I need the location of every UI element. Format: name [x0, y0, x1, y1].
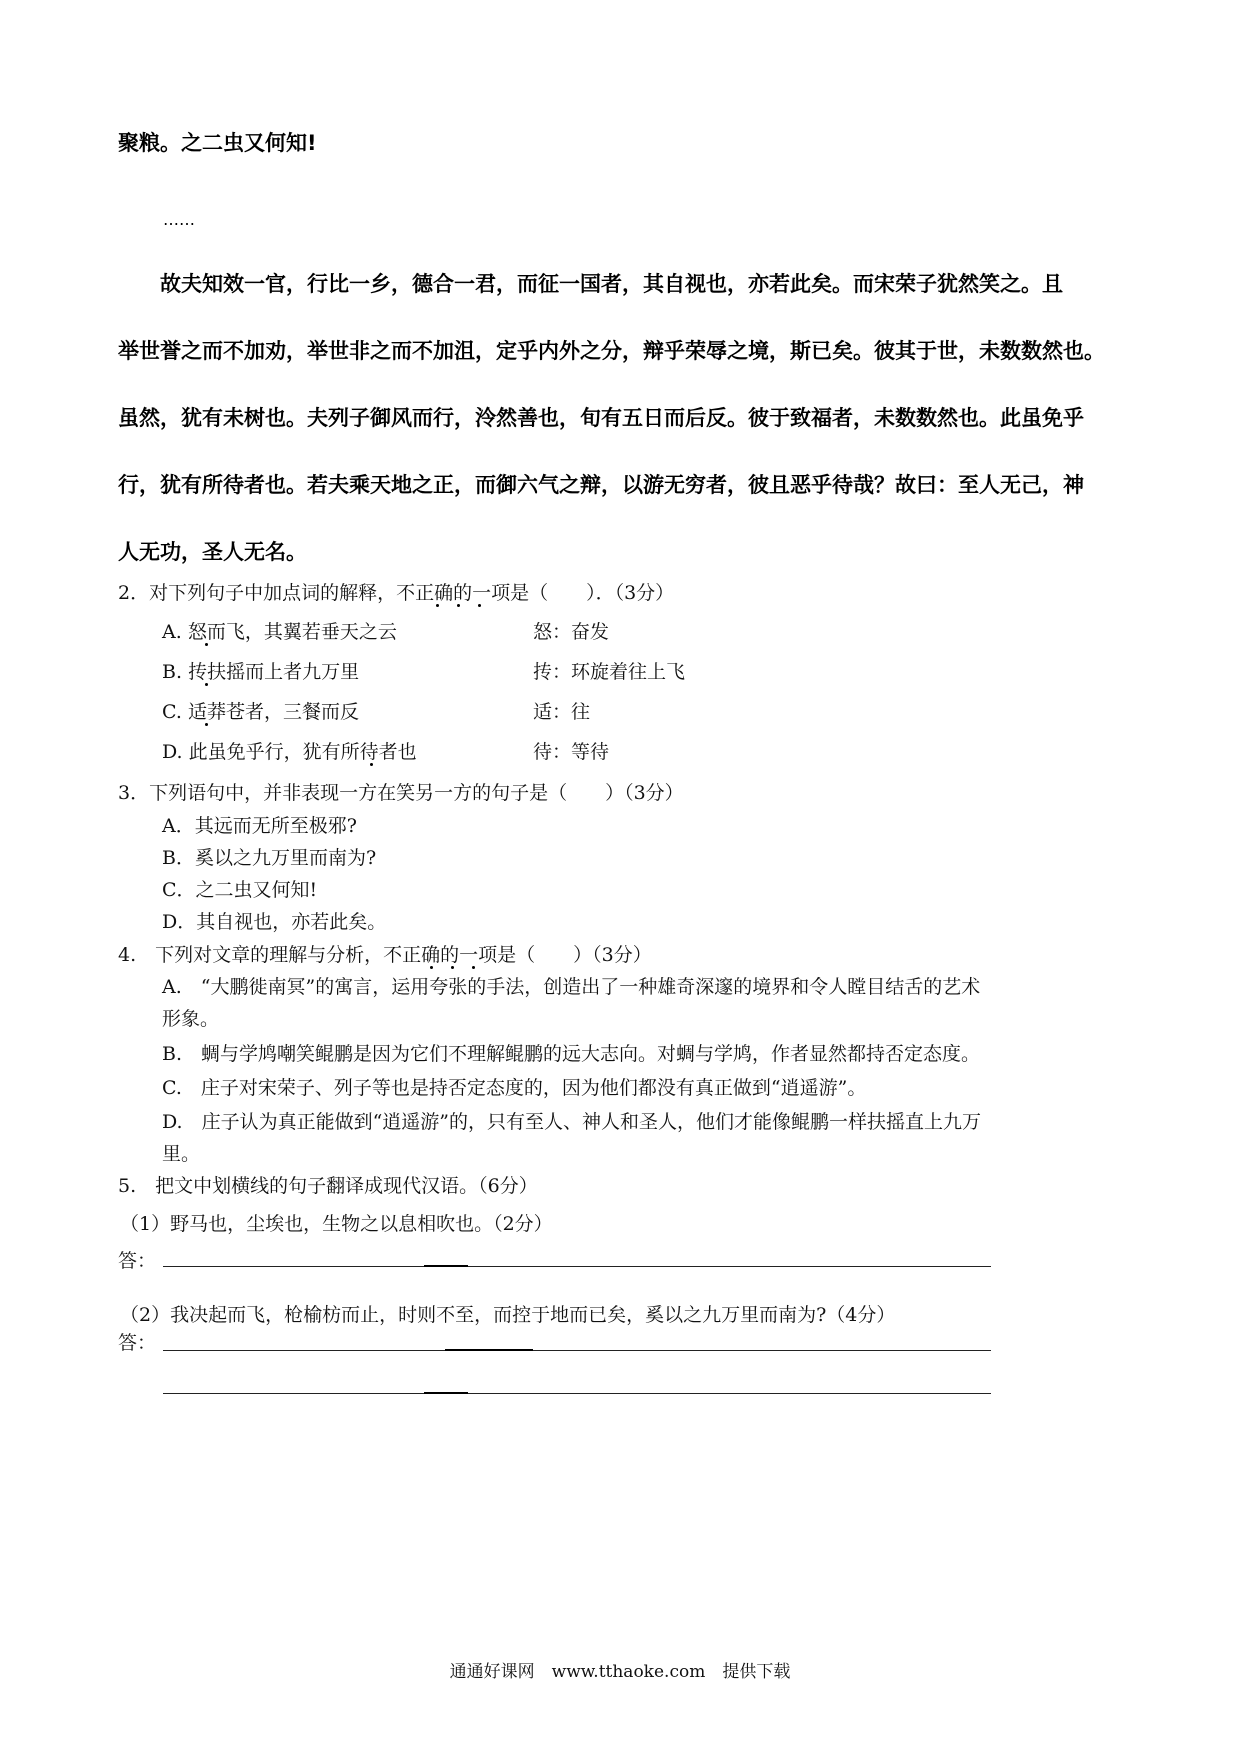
q3-option-b: B．奚以之九万里而南为? — [162, 847, 377, 869]
q2-option-b-gloss: 抟：环旋着往上飞 — [533, 661, 686, 683]
answer-line[interactable] — [163, 1393, 991, 1394]
q2-option-c-gloss: 适：往 — [533, 701, 591, 723]
q3-option-c: C．之二虫又何知! — [162, 879, 318, 901]
q4-option-c: C. 庄子对宋荣子、列子等也是持否定态度的，因为他们都没有真正做到“逍遥游”。 — [162, 1077, 867, 1099]
answer-line-mark — [445, 1349, 533, 1351]
question-2-stem: 2．对下列句子中加点词的解释，不正确的一项是（ ）．（3分） — [118, 582, 675, 604]
emphasis-dot — [451, 966, 454, 969]
emphasis-dot — [205, 683, 208, 686]
passage-line: 人无功，圣人无名。 — [118, 540, 307, 564]
q5-sub-2: （2）我决起而飞，枪榆枋而止，时则不至，而控于地而已矣，奚以之九万里而南为?（4分） — [120, 1304, 896, 1326]
q4-option-d: D. 庄子认为真正能做到“逍遥游”的，只有至人、神人和圣人，他们才能像鲲鹏一样扶摇直上九万 — [162, 1111, 982, 1133]
q2-option-b: B. 抟扶摇而上者九万里 — [162, 661, 360, 683]
q4-option-d-cont: 里。 — [162, 1143, 201, 1165]
answer-label: 答： — [118, 1332, 157, 1354]
answer-line-mark — [424, 1392, 468, 1394]
q2-option-d: D. 此虽免乎行，犹有所待者也 — [162, 741, 417, 763]
emphasis-dot — [436, 604, 439, 607]
passage-line: 虽然，犹有未树也。夫列子御风而行，泠然善也，旬有五日而后反。彼于致福者，未数数然也。此虽免乎 — [118, 406, 1084, 430]
question-4-stem: 4. 下列对文章的理解与分析，不正确的一项是（ ）（3分） — [118, 944, 652, 966]
emphasis-dot — [430, 966, 433, 969]
emphasis-dot — [478, 604, 481, 607]
q4-option-b: B. 蜩与学鸠嘲笑鲲鹏是因为它们不理解鲲鹏的远大志向。对蜩与学鸠，作者显然都持否定态度。 — [162, 1043, 981, 1065]
q3-option-d: D．其自视也，亦若此矣。 — [162, 911, 387, 933]
answer-line-mark — [424, 1265, 468, 1267]
q2-option-d-gloss: 待：等待 — [533, 741, 610, 763]
emphasis-dot — [205, 643, 208, 646]
answer-line[interactable] — [163, 1266, 991, 1267]
answer-line[interactable] — [163, 1350, 991, 1351]
question-5-stem: 5. 把文中划横线的句子翻译成现代汉语。（6分） — [118, 1175, 538, 1197]
q2-option-c: C. 适莽苍者，三餐而反 — [162, 701, 359, 723]
passage-line: 行，犹有所待者也。若夫乘天地之正，而御六气之辩，以游无穷者，彼且恶乎待哉？故曰：至人无己，神 — [118, 473, 1084, 497]
q2-option-a-gloss: 怒：奋发 — [533, 621, 610, 643]
passage-line: 聚粮。之二虫又何知! — [118, 131, 317, 155]
question-3-stem: 3．下列语句中，并非表现一方在笑另一方的句子是（ ）（3分） — [118, 782, 684, 804]
q4-option-a: A. “大鹏徙南冥”的寓言，运用夸张的手法，创造出了一种雄奇深邃的境界和令人瞠目结舌的艺术 — [162, 976, 981, 998]
q4-option-a-cont: 形象。 — [162, 1008, 220, 1030]
emphasis-dot — [205, 723, 208, 726]
q2-option-a: A. 怒而飞，其翼若垂天之云 — [162, 621, 397, 643]
passage-line: 举世誉之而不加劝，举世非之而不加沮，定乎内外之分，辩乎荣辱之境，斯已矣。彼其于世，未数数然也。 — [118, 339, 1105, 363]
answer-label: 答： — [118, 1250, 157, 1272]
emphasis-dot — [370, 763, 373, 766]
ellipsis: …… — [163, 210, 195, 229]
emphasis-dot — [457, 604, 460, 607]
footer-credit: 通通好课网 www.tthaoke.com 提供下载 — [449, 1662, 791, 1682]
q3-option-a: A．其远而无所至极邪? — [162, 815, 357, 837]
emphasis-dot — [472, 966, 475, 969]
passage-line: 故夫知效一官，行比一乡，德合一君，而征一国者，其自视也，亦若此矣。而宋荣子犹然笑之。且 — [160, 272, 1063, 296]
q5-sub-1: （1）野马也，尘埃也，生物之以息相吹也。（2分） — [120, 1213, 553, 1235]
